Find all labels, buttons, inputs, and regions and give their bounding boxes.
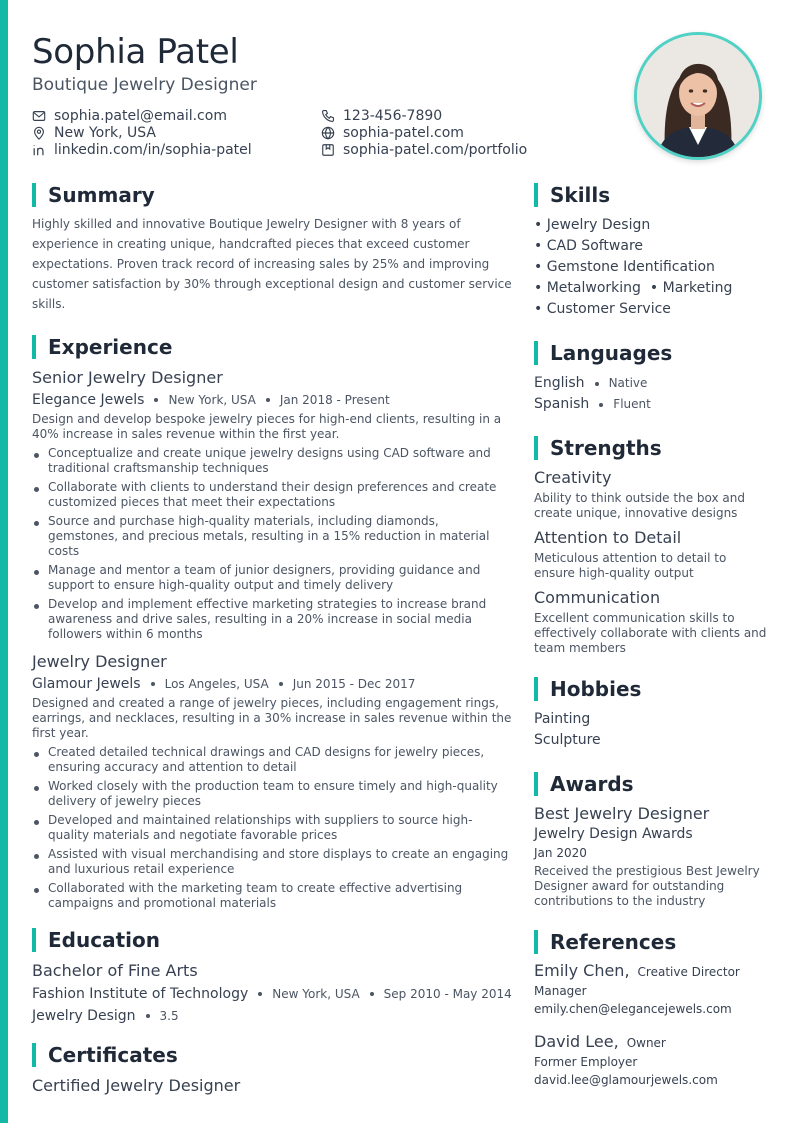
reference-relation: Former Employer bbox=[534, 1055, 638, 1069]
reference-email[interactable]: emily.chen@elegancejewels.com bbox=[534, 1002, 732, 1016]
separator-dot bbox=[258, 992, 262, 996]
language-level: Native bbox=[608, 376, 648, 390]
contact-linkedin[interactable] bbox=[32, 141, 321, 158]
references-heading: References bbox=[534, 929, 769, 955]
education-dates: Sep 2010 - May 2014 bbox=[383, 987, 512, 1001]
language-level: Fluent bbox=[613, 397, 651, 411]
strength-description: Meticulous attention to detail to ensure high-quality output bbox=[534, 551, 727, 580]
reference-name-row bbox=[534, 961, 769, 980]
separator-dot bbox=[370, 992, 374, 996]
languages-section bbox=[534, 340, 769, 415]
awards-heading: Awards bbox=[534, 771, 769, 797]
education-major: Jewelry Design bbox=[32, 1008, 136, 1024]
skill-label: Gemstone Identification bbox=[546, 259, 715, 275]
separator-dot bbox=[151, 682, 155, 686]
contact-location bbox=[32, 124, 321, 141]
hobbies-list bbox=[534, 709, 769, 751]
contact-email-text: sophia.patel@email.com bbox=[54, 107, 227, 124]
job-bullet: Manage and mentor a team of junior designers, providing guidance and support to ensure high-quality output and timely delivery bbox=[32, 563, 512, 593]
education-major-line bbox=[32, 1008, 512, 1024]
job-bullet: Develop and implement effective marketing strategies to increase brand awareness and drive sales, resulting in a 20% increase in social media followers within 6 months bbox=[32, 597, 512, 642]
education-school-line bbox=[32, 986, 512, 1002]
reference-role: Owner bbox=[626, 1036, 666, 1050]
mail-icon bbox=[32, 109, 46, 123]
job-location: Los Angeles, USA bbox=[164, 677, 269, 691]
contact-linkedin-text: linkedin.com/in/sophia-patel bbox=[54, 141, 252, 158]
experience-heading: Experience bbox=[32, 334, 512, 360]
skill-entry: • Marketing bbox=[649, 280, 733, 296]
contact-phone[interactable] bbox=[321, 107, 601, 124]
experience-section bbox=[32, 334, 512, 911]
skill-label: Customer Service bbox=[546, 301, 671, 317]
education-section bbox=[32, 927, 512, 1024]
education-school: Fashion Institute of Technology bbox=[32, 986, 249, 1002]
job-bullet: Collaborate with clients to understand their design preferences and create customized pieces that meet their expectations bbox=[32, 480, 512, 510]
skill-label: Marketing bbox=[662, 280, 733, 296]
certificates-section bbox=[32, 1042, 512, 1095]
language-item bbox=[534, 394, 769, 415]
summary-text: Highly skilled and innovative Boutique Jewelry Designer with 8 years of experience in creating unique, handcrafted pieces that exceed customer expectations. Proven track record of increasing sales by 25% and improving customer satisfaction by 30% through exceptional design and customer service skills. bbox=[32, 217, 512, 311]
strength-item bbox=[534, 588, 769, 656]
reference-name: Emily Chen, bbox=[534, 961, 630, 980]
strength-item bbox=[534, 468, 769, 521]
contact-location-text: New York, USA bbox=[54, 124, 156, 141]
skill-item: • CAD Software bbox=[534, 238, 644, 254]
contact-website-text: sophia-patel.com bbox=[343, 124, 464, 141]
education-degree: Bachelor of Fine Arts bbox=[32, 961, 198, 980]
skills-heading: Skills bbox=[534, 182, 769, 208]
contact-email[interactable] bbox=[32, 107, 321, 124]
references-section bbox=[534, 929, 769, 1087]
candidate-title: Boutique Jewelry Designer bbox=[32, 75, 257, 95]
strengths-section bbox=[534, 435, 769, 656]
candidate-name: Sophia Patel bbox=[32, 32, 239, 72]
job-description: Designed and created a range of jewelry pieces, including engagement rings, earrings, and necklaces, resulting in a 30% increase in sales revenue within the first year. bbox=[32, 696, 512, 740]
hobbies-section bbox=[534, 676, 769, 751]
strength-description: Ability to think outside the box and create unique, innovative designs bbox=[534, 491, 745, 520]
globe-icon bbox=[321, 126, 335, 140]
strength-description: Excellent communication skills to effectively collaborate with clients and team members bbox=[534, 611, 767, 655]
job-description: Design and develop bespoke jewelry pieces for high-end clients, resulting in a 40% increase in sales revenue within the first year. bbox=[32, 412, 502, 441]
resume-header bbox=[32, 30, 622, 158]
language-name: Spanish bbox=[534, 396, 590, 412]
hobby-item: Painting bbox=[534, 711, 591, 727]
portfolio-bookmark-icon bbox=[321, 143, 335, 157]
reference-name: David Lee, bbox=[534, 1032, 619, 1051]
languages-heading: Languages bbox=[534, 340, 769, 366]
job-entry bbox=[32, 652, 512, 911]
language-item bbox=[534, 373, 769, 394]
job-company: Elegance Jewels bbox=[32, 392, 145, 408]
job-bullet: Worked closely with the production team to ensure timely and high-quality delivery of jewelry pieces bbox=[32, 779, 512, 809]
skill-label: Metalworking bbox=[546, 280, 641, 296]
reference-role: Creative Director bbox=[637, 965, 740, 979]
linkedin-icon bbox=[32, 143, 46, 157]
accent-bar bbox=[0, 0, 8, 1123]
skill-item: • Customer Service bbox=[534, 301, 671, 317]
skill-item: • Jewelry Design bbox=[534, 217, 651, 233]
job-dates: Jan 2018 - Present bbox=[279, 393, 390, 407]
contact-website[interactable] bbox=[321, 124, 601, 141]
strength-title: Attention to Detail bbox=[534, 528, 682, 547]
reference-item bbox=[534, 1032, 769, 1087]
award-title: Best Jewelry Designer bbox=[534, 804, 710, 823]
separator-dot bbox=[266, 398, 270, 402]
contact-list bbox=[32, 107, 622, 158]
award-date: Jan 2020 bbox=[534, 846, 587, 860]
job-meta bbox=[32, 676, 512, 692]
job-dates: Jun 2015 - Dec 2017 bbox=[292, 677, 416, 691]
education-location: New York, USA bbox=[272, 987, 360, 1001]
profile-photo bbox=[634, 32, 762, 160]
job-bullet: Collaborated with the marketing team to create effective advertising campaigns and promotional materials bbox=[32, 881, 512, 911]
main-column bbox=[32, 182, 512, 1095]
location-pin-icon bbox=[32, 126, 46, 140]
certificates-heading: Certificates bbox=[32, 1042, 512, 1068]
portrait-image bbox=[637, 35, 759, 157]
languages-list bbox=[534, 373, 769, 415]
job-bullet: Source and purchase high-quality materials, including diamonds, gemstones, and precious metals, resulting in a 15% reduction in material costs bbox=[32, 514, 512, 559]
award-organization: Jewelry Design Awards bbox=[534, 826, 693, 842]
reference-relation: Manager bbox=[534, 984, 587, 998]
phone-icon bbox=[321, 109, 335, 123]
reference-email[interactable]: david.lee@glamourjewels.com bbox=[534, 1073, 718, 1087]
strength-title: Communication bbox=[534, 588, 661, 607]
contact-phone-text: 123-456-7890 bbox=[343, 107, 443, 124]
language-name: English bbox=[534, 375, 585, 391]
skill-label: CAD Software bbox=[546, 238, 644, 254]
job-bullets bbox=[32, 745, 512, 911]
job-bullet: Assisted with visual merchandising and store displays to create an engaging and luxurious retail experience bbox=[32, 847, 512, 877]
hobbies-heading: Hobbies bbox=[534, 676, 769, 702]
education-gpa: 3.5 bbox=[159, 1009, 179, 1023]
job-bullet: Developed and maintained relationships with suppliers to source high-quality materials and negotiate favorable prices bbox=[32, 813, 512, 843]
job-company: Glamour Jewels bbox=[32, 676, 141, 692]
separator-dot bbox=[279, 682, 283, 686]
separator-dot bbox=[146, 1014, 150, 1018]
skills-section bbox=[534, 182, 769, 320]
certificate-item: Certified Jewelry Designer bbox=[32, 1076, 241, 1095]
separator-dot bbox=[595, 382, 599, 386]
separator-dot bbox=[154, 398, 158, 402]
reference-name-row bbox=[534, 1032, 769, 1051]
summary-section bbox=[32, 182, 512, 314]
job-location: New York, USA bbox=[168, 393, 256, 407]
strength-item bbox=[534, 528, 769, 581]
education-heading: Education bbox=[32, 927, 512, 953]
awards-section bbox=[534, 771, 769, 909]
separator-dot bbox=[599, 403, 603, 407]
strengths-heading: Strengths bbox=[534, 435, 769, 461]
skill-item: • Gemstone Identification bbox=[534, 259, 715, 275]
skill-item bbox=[534, 278, 769, 299]
skills-list bbox=[534, 215, 769, 320]
job-meta bbox=[32, 392, 512, 408]
contact-portfolio[interactable] bbox=[321, 141, 601, 158]
summary-heading: Summary bbox=[32, 182, 512, 208]
job-title: Senior Jewelry Designer bbox=[32, 368, 223, 387]
job-bullets bbox=[32, 446, 512, 642]
hobby-item: Sculpture bbox=[534, 732, 601, 748]
strength-title: Creativity bbox=[534, 468, 612, 487]
contact-portfolio-text: sophia-patel.com/portfolio bbox=[343, 141, 528, 158]
reference-item bbox=[534, 961, 769, 1016]
sidebar-column bbox=[534, 182, 769, 1087]
skill-entry: • Metalworking bbox=[534, 280, 641, 296]
job-bullet: Conceptualize and create unique jewelry designs using CAD software and traditional craftsmanship techniques bbox=[32, 446, 512, 476]
job-entry bbox=[32, 368, 512, 642]
award-description: Received the prestigious Best Jewelry Designer award for outstanding contributions to the industry bbox=[534, 864, 760, 908]
skill-label: Jewelry Design bbox=[546, 217, 651, 233]
job-title: Jewelry Designer bbox=[32, 652, 167, 671]
job-bullet: Created detailed technical drawings and CAD designs for jewelry pieces, ensuring accuracy and attention to detail bbox=[32, 745, 512, 775]
